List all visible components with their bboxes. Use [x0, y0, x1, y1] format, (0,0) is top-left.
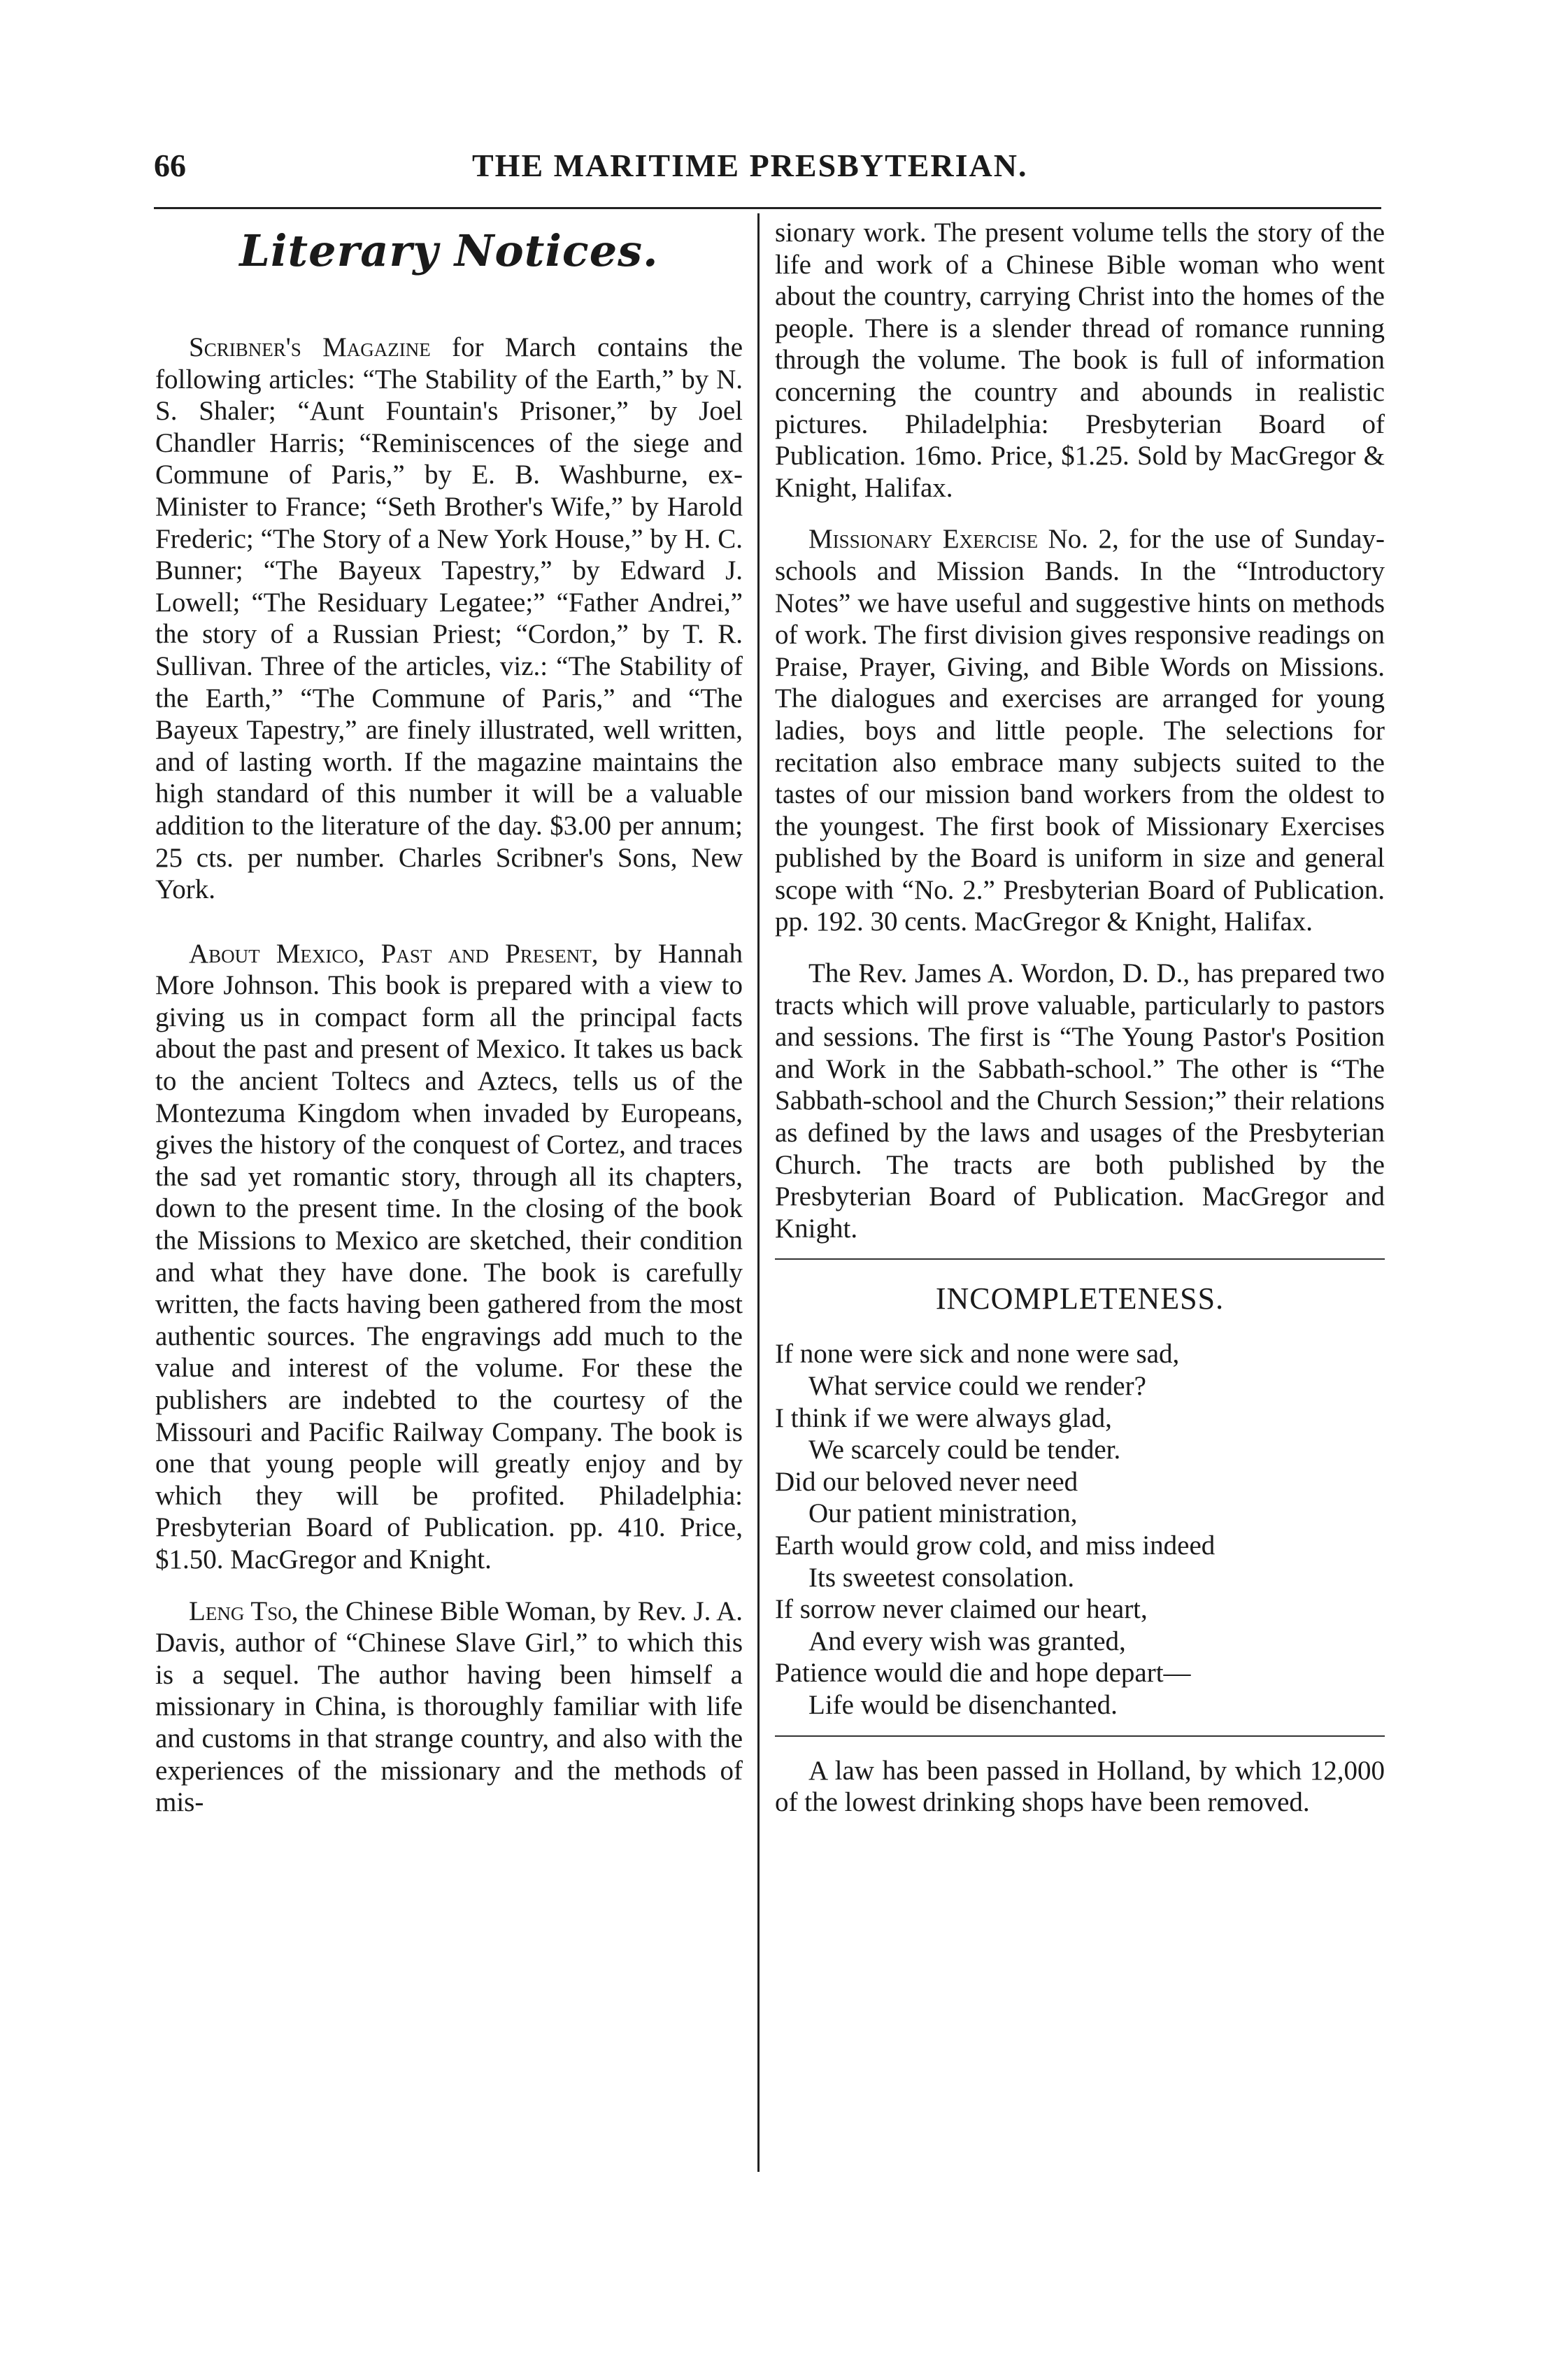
column-divider: [757, 213, 760, 2172]
poem-line: Did our beloved never need: [775, 1466, 1078, 1497]
poem-line: Its sweetest consolation.: [808, 1562, 1075, 1593]
notice-body: No. 2, for the use of Sunday-schools and Mission Bands. In the “Introductory Notes” we have useful and suggestive hints on methods of work. The first division gives responsive readings on Praise, Prayer, Giving, and Bible Words on Missions. The dialogues and exercises are arranged for young ladies, boys and little people. The selections for recitation also embrace many subjects suited to the tastes of our mission band workers from the oldest to the youngest. The first book of Missionary Exercises published by the Board is uniform in size and general scope with “No. 2.” Presbyterian Board of Publication. pp. 192. 30 cents. MacGregor & Knight, Halifax.: [775, 524, 1385, 937]
page-number: 66: [154, 148, 186, 183]
notice-leng-tso-continued: sionary work. The present volume tells the story of the life and work of a Chinese Bible woman who went about the country, carrying Christ into the homes of the people. There is a slender thread of romance running through the volume. The book is full of information concerning the country and abounds in realistic pictures. Philadelphia: Presbyterian Board of Publication. 16mo. Price, $1.25. Sold by MacGregor & Knight, Halifax.: [775, 218, 1385, 503]
notice-lead: About Mexico, Past and Present,: [189, 938, 599, 969]
page-header: [154, 147, 1385, 196]
poem-line: If sorrow never claimed our heart,: [775, 1594, 1148, 1625]
poem-line: Life would be disenchanted.: [808, 1689, 1118, 1720]
poem-line: Earth would grow cold, and miss indeed: [775, 1530, 1216, 1561]
notice-mexico: [155, 938, 743, 1576]
poem-line: I think if we were always glad,: [775, 1402, 1112, 1433]
notice-lead: Scribner's Magazine: [189, 332, 431, 362]
separator: [775, 1258, 1385, 1260]
section-title: Literary Notices.: [239, 225, 659, 276]
notice-missionary-exercise: [775, 523, 1385, 938]
notice-wordon: The Rev. James A. Wordon, D. D., has prepared two tracts which will prove valuable, particularly to pastors and sessions. The first is “The Young Pastor's Position and Work in the Sabbath-school.” The other is “The Sabbath-school and the Church Session;” their relations as defined by the laws and usages of the Presbyterian Church. The tracts are both published by the Presbyterian Board of Publication. MacGregor and Knight.: [775, 958, 1385, 1244]
poem: [775, 1278, 1385, 1721]
poem-line: And every wish was granted,: [808, 1626, 1126, 1656]
notice-leng-tso: [155, 1595, 743, 1819]
notice-body: for March contains the following articles: “The Stability of the Earth,” by N. S. Shaler; “Aunt Fountain's Prisoner,” by Joel Chandler Harris; “Reminiscences of the siege and Commune of Paris,” by E. B. Washburne, ex-Minister to France; “Seth Brother's Wife,” by Harold Frederic; “The Story of a New York House,” by H. C. Bunner; “The Bayeux Tapestry,” by Edward J. Lowell; “The Residuary Legatee;” “Father Andrei,” the story of a Russian Priest; “Cordon,” by T. R. Sullivan. Three of the articles, viz.: “The Stability of the Earth,” “The Commune of Paris,” and “The Bayeux Tapestry,” are finely illustrated, well written, and of lasting worth. If the magazine maintains the high standard of this number it will be a valuable addition to the literature of the day. $3.00 per annum; 25 cts. per number. Charles Scribner's Sons, New York.: [155, 332, 743, 905]
notice-body: by Hannah More Johnson. This book is prepared with a view to giving us in compact form all the principal facts about the past and present of Mexico. It takes us back to the ancient Toltecs and Aztecs, tells us of the Montezuma Kingdom when invaded by Europeans, gives the history of the conquest of Cortez, and traces the sad yet romantic story, through all its chapters, down to the present time. In the closing of the book the Missions to Mexico are sketched, their condition and what they have done. The book is carefully written, the facts having been gathered from the most authentic sources. The engravings add much to the value and interest of the volume. For these the publishers are indebted to the courtesy of the Missouri and Pacific Railway Company. The book is one that young people will greatly enjoy and by which they will be profited. Philadelphia: Presbyterian Board of Publication. pp. 410. Price, $1.50. MacGregor and Knight.: [155, 938, 743, 1575]
journal-title: THE MARITIME PRESBYTERIAN.: [472, 148, 1028, 183]
notice-lead: Leng Tso,: [189, 1595, 299, 1626]
poem-line: We scarcely could be tender.: [808, 1435, 1121, 1465]
header-rule: [154, 207, 1381, 209]
poem-line: What service could we render?: [808, 1371, 1146, 1401]
notice-lead: Missionary Exercise: [808, 524, 1039, 555]
left-column: [155, 217, 743, 1819]
poem-line: Patience would die and hope depart—: [775, 1658, 1191, 1689]
notice-scribners: [155, 332, 743, 906]
closing-note: A law has been passed in Holland, by which 12,000 of the lowest drinking shops have been removed.: [775, 1755, 1385, 1818]
poem-line: If none were sick and none were sad,: [775, 1339, 1180, 1370]
notice-body: the Chinese Bible Woman, by Rev. J. A. Davis, author of “Chinese Slave Girl,” to which this is a sequel. The author having been himself a missionary in China, is thoroughly familiar with life and customs in that strange country, and also with the experiences of the missionary and the methods of mis-: [155, 1595, 743, 1818]
poem-title: INCOMPLETENESS.: [935, 1281, 1225, 1316]
right-column: [775, 217, 1385, 1819]
separator: [775, 1735, 1385, 1737]
poem-line: Our patient ministration,: [808, 1498, 1078, 1529]
